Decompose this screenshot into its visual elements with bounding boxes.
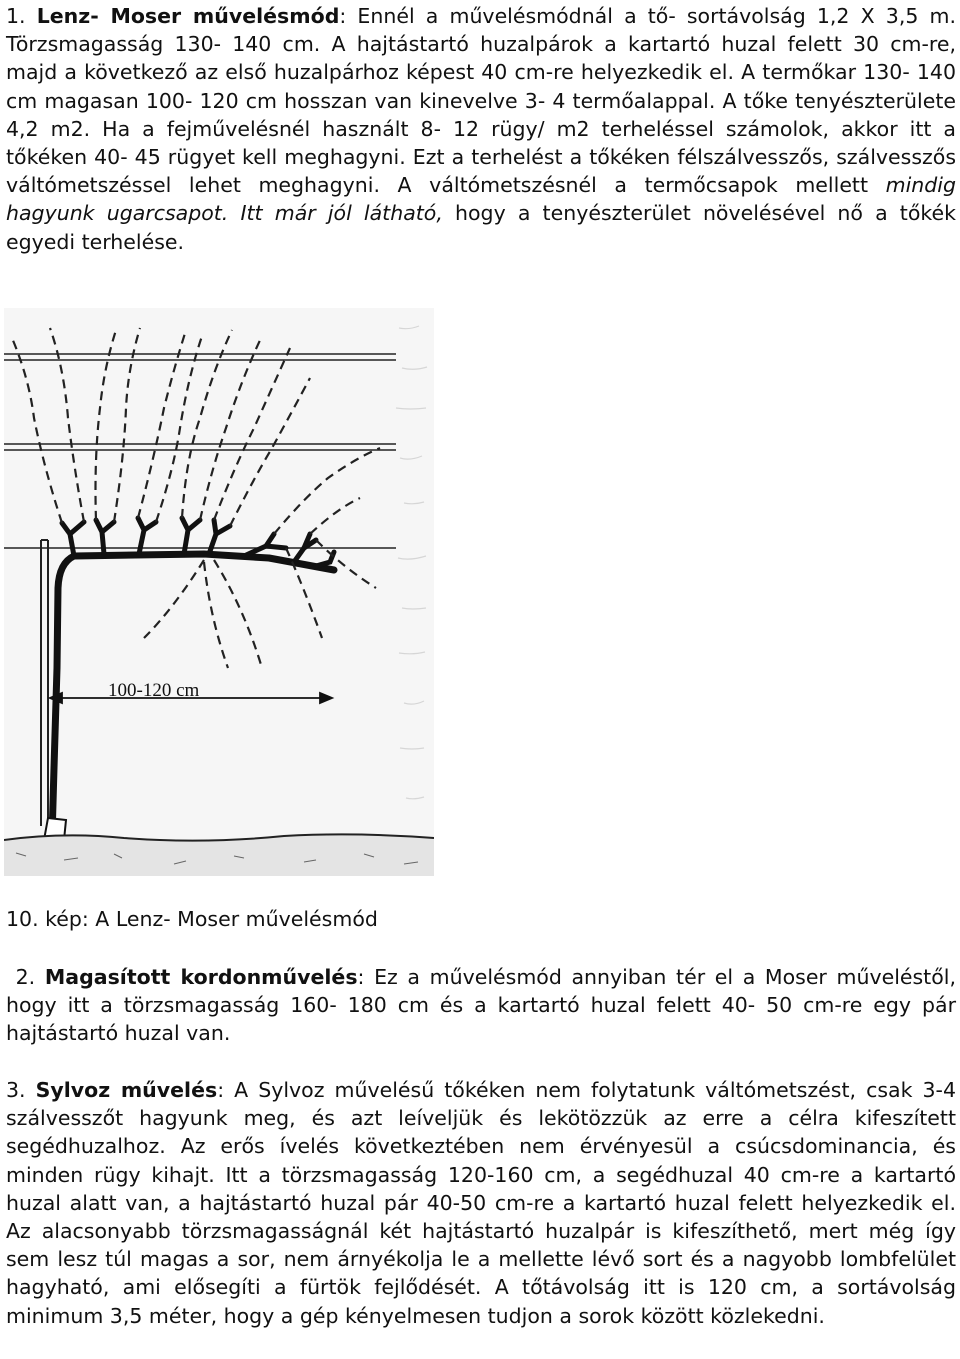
paragraph-text-end: hogy a tenyészterület növelésével nő a tőkék egyedi terhelése. — [6, 201, 956, 254]
paragraph-sylvoz — [6, 1076, 956, 1330]
paragraph-text: : Ennél a művelésmódnál a tő- sortávolság 1,2 X 3,5 m. Törzsmagasság 130- 140 cm. A hajtástartó huzalpárok a kartartó huzal felett 30 cm-re, majd a következő az első huzalpárhoz képest 40 cm-re helyezkedik el. A termőkar 130- 140 cm magasan 100- 120 cm hosszan van kinevelve 3- 4 termőalappal. A tőke tenyészterülete 4,2 m2. Ha a fejművelésnél használt 8- 12 rügy/ m2 terheléssel számolok, akkor itt a tőkéken 40- 45 rügyet kell meghagyni. Ezt a terhelést a tőkéken félszálvesszős, szálvesszős váltómetszéssel lehet meghagyni. A váltómetszésnél a termőcsapok mellett — [6, 4, 956, 198]
figure-caption: 10. kép: A Lenz- Moser művelésmód — [6, 907, 378, 931]
section-number: 3. — [6, 1078, 26, 1102]
section-number: 2. — [15, 965, 36, 989]
paragraph-text: : A Sylvoz művelésű tőkéken nem folytatunk váltómetszést, csak 3-4 szálvesszőt hagyunk meg, és azt leíveljük és lekötözzük az erre a célra kifeszített segédhuzalhoz. Az erős ívelés következtében nem érvényesül a csúcsdominancia, és minden rügy kihajt. Itt a törzsmagasság 120-160 cm, a segédhuzal 40 cm-re a kartartó huzal alatt van, a hajtástartó huzal pár 40-50 cm-re a kartartó huzal felett helyezkedik el. Az alacsonyabb törzsmagasságnál két hajtástartó huzalpár is kifeszíthető, mert még így sem lesz túl magas a sor, nem árnyékolja le a mellette lévő sort és a nagyobb lombfelület hagyható, ami elősegíti a fürtök fejlődését. A tőtávolság itt is 120 cm, a sortávolság minimum 3,5 méter, hogy a gép kényelmesen tudjon a sorok között közlekedni. — [6, 1078, 956, 1328]
dimension-label: 100-120 cm — [108, 680, 200, 701]
paragraph-text: : Ez a művelésmód annyiban tér el a Moser műveléstől, hogy itt a törzsmagasság 160- 180 cm és a kartartó huzal felett 40- 50 cm-re egy pár hajtástartó huzal van. — [6, 965, 956, 1046]
section-heading: Magasított kordonművelés — [44, 965, 358, 989]
paragraph-kordon — [6, 963, 956, 1048]
paragraph-italic-text: mindig hagyunk ugarcsapot. Itt már jól látható, — [6, 173, 956, 226]
section-heading: Lenz- Moser művelésmód — [36, 4, 340, 28]
lenz-moser-illustration — [4, 308, 434, 876]
section-number: 1. — [6, 4, 26, 28]
paragraph-lenz-moser — [6, 2, 956, 256]
section-heading: Sylvoz művelés — [35, 1078, 218, 1102]
